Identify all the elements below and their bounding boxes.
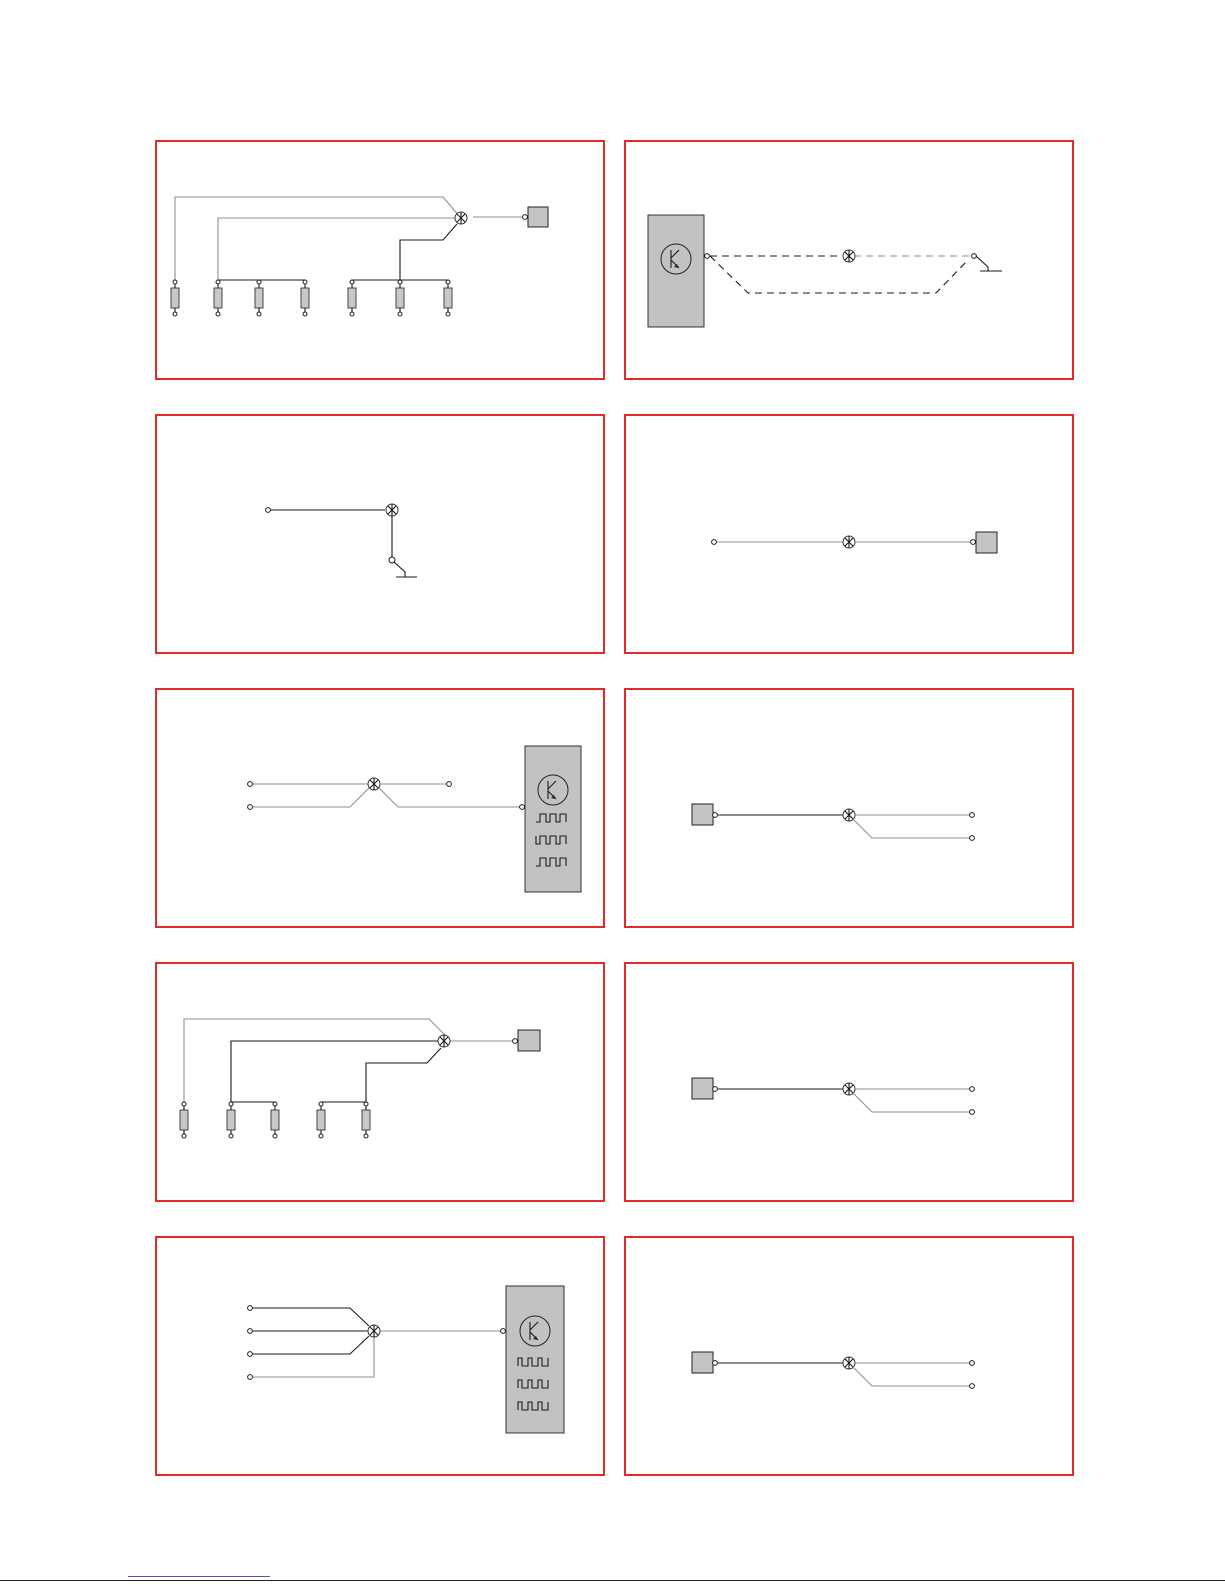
connector-terminal-icon	[712, 540, 717, 545]
fuse-icon	[214, 280, 222, 316]
lamp-icon	[843, 536, 855, 548]
diagram-panel-2	[624, 140, 1074, 380]
diagram-panel-8	[624, 962, 1074, 1202]
wire	[853, 1093, 970, 1112]
connector-terminal-icon	[970, 1087, 975, 1092]
diagram-panel-3	[155, 414, 605, 654]
fuse-icon	[271, 1102, 279, 1138]
fuse-icon	[348, 280, 356, 316]
connector-terminal-icon	[513, 1039, 518, 1044]
wiring-diagram-2	[624, 140, 1074, 380]
ground-icon	[976, 256, 1002, 271]
component-box	[692, 1078, 713, 1099]
lamp-icon	[368, 778, 380, 790]
connector-terminal-icon	[705, 254, 710, 259]
lamp-icon	[455, 212, 467, 224]
shield-wire	[710, 256, 968, 293]
wiring-diagram-10	[624, 1236, 1074, 1476]
connector-terminal-icon	[248, 1375, 253, 1380]
wiring-diagram-7	[155, 962, 605, 1202]
connector-terminal-icon	[970, 836, 975, 841]
fuse-icon	[317, 1102, 325, 1138]
wire	[253, 1308, 369, 1326]
diagram-panel-10	[624, 1236, 1074, 1476]
diagram-panel-4	[624, 414, 1074, 654]
wire	[253, 1336, 369, 1354]
diagram-panel-9	[155, 1236, 605, 1476]
connector-terminal-icon	[520, 805, 525, 810]
component-box	[518, 1030, 540, 1051]
fuse-icon	[227, 1102, 235, 1138]
connector-terminal-icon	[713, 1087, 718, 1092]
wire	[853, 1367, 970, 1386]
lamp-icon	[843, 250, 855, 262]
connector-terminal-icon	[501, 1329, 506, 1334]
diagram-panel-1	[155, 140, 605, 380]
fuse-icon	[301, 280, 309, 316]
wiring-diagram-8	[624, 962, 1074, 1202]
diagram-panel-5	[155, 688, 605, 928]
connector-terminal-icon	[713, 1361, 718, 1366]
component-box	[976, 532, 997, 553]
lamp-icon	[386, 504, 398, 516]
connector-terminal-icon	[970, 1110, 975, 1115]
connector-terminal-icon	[248, 805, 253, 810]
wire	[853, 819, 970, 838]
wire	[184, 1019, 445, 1104]
component-box	[528, 207, 548, 227]
wiring-diagram-6	[624, 688, 1074, 928]
wire	[253, 1337, 374, 1377]
fuse-icon	[171, 280, 179, 316]
connector-terminal-icon	[248, 782, 253, 787]
connector-terminal-icon	[970, 1384, 975, 1389]
connector-terminal-icon	[266, 508, 271, 513]
wire	[253, 788, 369, 807]
control-module	[648, 215, 704, 327]
wiring-diagram-3	[155, 414, 605, 654]
footer-rule	[0, 1580, 1225, 1581]
wire	[400, 224, 457, 282]
control-module	[525, 746, 581, 892]
wiring-diagram-9	[155, 1236, 605, 1476]
footer-link-underline[interactable]	[128, 1576, 270, 1577]
connector-terminal-icon	[248, 1352, 253, 1357]
wire	[231, 1041, 438, 1104]
connector-terminal-icon	[523, 215, 528, 220]
control-module	[506, 1286, 564, 1433]
wire	[366, 1048, 441, 1104]
fuse-icon	[362, 1102, 370, 1138]
wire	[379, 788, 520, 807]
fuse-icon	[180, 1102, 188, 1138]
component-box	[692, 804, 713, 825]
connector-terminal-icon	[713, 813, 718, 818]
lamp-icon	[368, 1325, 380, 1337]
connector-terminal-icon	[970, 813, 975, 818]
fuse-icon	[255, 280, 263, 316]
wiring-diagram-1	[155, 140, 605, 380]
connector-terminal-icon	[970, 1361, 975, 1366]
component-box	[692, 1352, 713, 1373]
wiring-diagram-5	[155, 688, 605, 928]
diagram-panel-6	[624, 688, 1074, 928]
lamp-icon	[438, 1035, 450, 1047]
connector-terminal-icon	[971, 540, 976, 545]
connector-terminal-icon	[248, 1329, 253, 1334]
fuse-icon	[444, 280, 452, 316]
fuse-icon	[396, 280, 404, 316]
ground-icon	[394, 562, 417, 577]
diagram-panel-7	[155, 962, 605, 1202]
connector-terminal-icon	[248, 1306, 253, 1311]
wire	[218, 218, 455, 282]
wiring-diagram-4	[624, 414, 1074, 654]
connector-terminal-icon	[972, 254, 977, 259]
connector-terminal-icon	[447, 782, 452, 787]
